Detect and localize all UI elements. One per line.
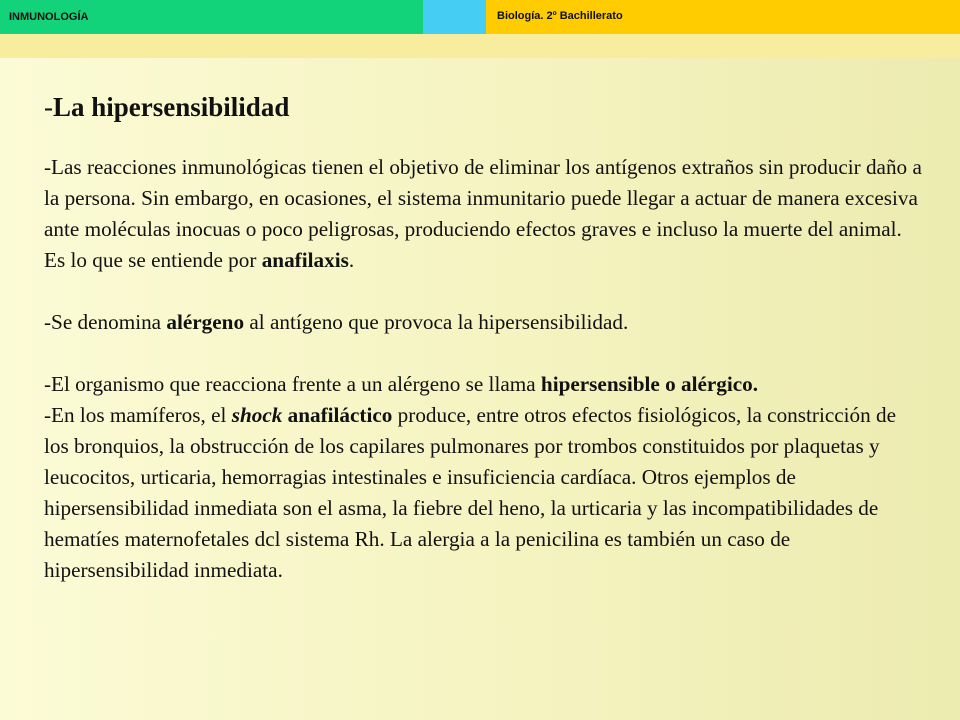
paragraph-text: -Las reacciones inmunológicas tienen el objetivo de eliminar los antígenos extraños sin producir daño a la persona. Sin embargo, en ocasiones, el sistema inmunitario puede llegar a actuar de manera excesiva ante moléculas inocuas o poco peligrosas, produciendo efectos graves e incluso la muerte del animal. Es lo que se entiende por bbox=[44, 155, 922, 272]
body-content bbox=[44, 152, 924, 586]
page-title bbox=[44, 92, 289, 123]
course-label: Biología. 2º Bachillerato bbox=[497, 10, 623, 22]
term-anafilaxis: anafilaxis bbox=[261, 248, 349, 272]
header-strip bbox=[0, 34, 960, 58]
paragraph-text: -El organismo que reacciona frente a un alérgeno se llama bbox=[44, 372, 541, 396]
term-shock: shock bbox=[231, 403, 283, 427]
paragraph-text: al antígeno que provoca la hipersensibilidad. bbox=[244, 310, 629, 334]
paragraph-intro bbox=[44, 152, 924, 276]
paragraph-shock bbox=[44, 400, 924, 586]
paragraph-text: . bbox=[348, 248, 355, 272]
paragraph-hipersensible bbox=[44, 369, 924, 400]
title-dash: - bbox=[44, 92, 53, 122]
section-label: INMUNOLOGÍA bbox=[9, 11, 89, 23]
term-anafilactico: anafiláctico bbox=[282, 403, 393, 427]
term-hipersensible: hipersensible o alérgico. bbox=[540, 372, 759, 396]
term-alergeno: alérgeno bbox=[166, 310, 245, 334]
paragraph-alergeno bbox=[44, 307, 924, 338]
paragraph-text: -Se denomina bbox=[44, 310, 167, 334]
header-band-blue bbox=[423, 0, 486, 34]
paragraph-text: -En los mamíferos, el bbox=[44, 403, 232, 427]
title-text: La hipersensibilidad bbox=[53, 92, 290, 122]
paragraph-text: produce, entre otros efectos fisiológicos, la constricción de los bronquios, la obstrucción de los capilares pulmonares por trombos constituidos por plaquetas y leucocitos, urticaria, hemorragias intestinales e insuficiencia cardíaca. Otros ejemplos de hipersensibilidad inmediata son el asma, la fiebre del heno, la urticaria y las incompatibilidades de hematíes maternofetales dcl sistema Rh. La alergia a la penicilina es también un caso de hipersensibilidad inmediata. bbox=[44, 403, 897, 582]
